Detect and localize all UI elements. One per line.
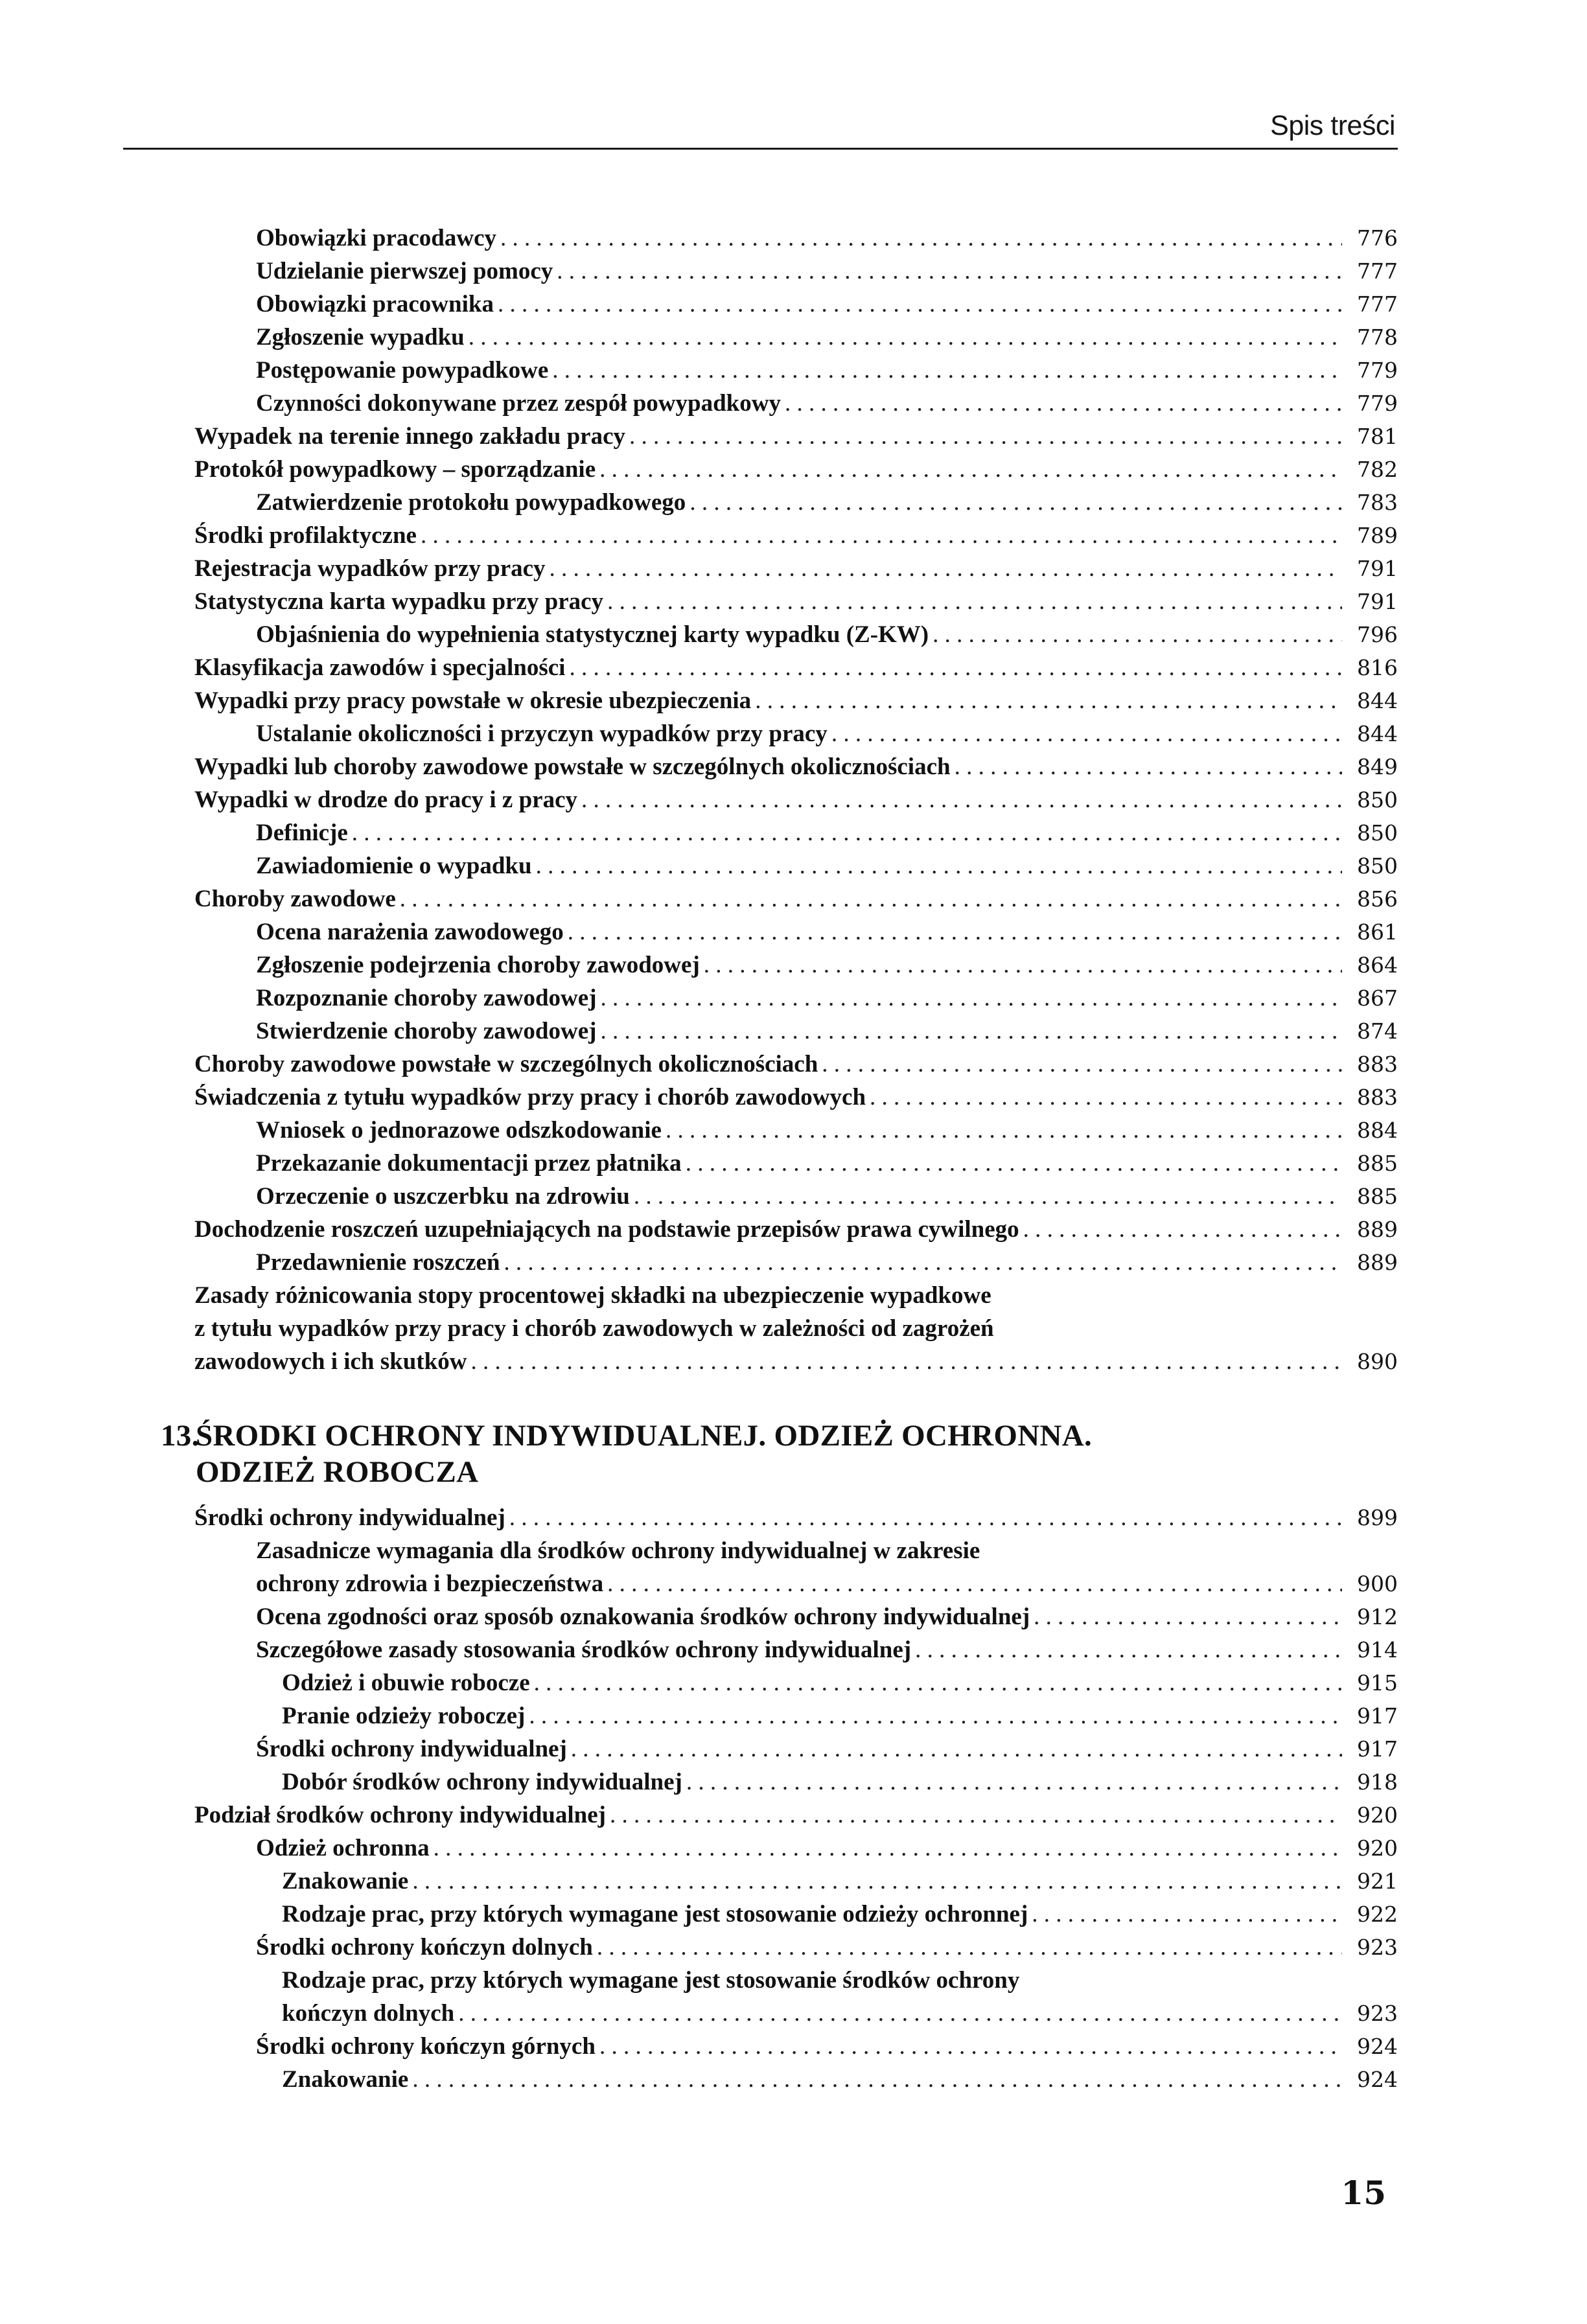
toc-entry-page: 922 <box>1357 1902 1398 1927</box>
toc-entry-label: Dobór środków ochrony indywidualnej <box>282 1769 682 1795</box>
toc-entry-label: Pranie odzieży roboczej <box>282 1703 526 1729</box>
toc-entry-page: 899 <box>1357 1505 1398 1530</box>
dot-leader <box>1023 1213 1342 1246</box>
toc-entry-page: 844 <box>1357 721 1398 746</box>
toc-entry-label: Ocena narażenia zawodowego <box>256 919 564 945</box>
chapter-heading-line1 <box>161 1418 1092 1454</box>
toc-entry-page: 856 <box>1357 886 1398 912</box>
toc-entry-page: 791 <box>1357 589 1398 614</box>
toc-entry <box>0 354 1587 387</box>
toc-entry <box>0 982 1587 1015</box>
toc-entry-label: Postępowanie powypadkowe <box>256 357 549 384</box>
toc-entry-page: 890 <box>1357 1349 1398 1374</box>
toc-entry-page: 923 <box>1357 2001 1398 2026</box>
toc-entry <box>0 1180 1587 1213</box>
toc-entry <box>0 222 1587 255</box>
toc-entry-page: 779 <box>1357 391 1398 416</box>
toc-entry-label: Wypadki lub choroby zawodowe powstałe w szczególnych okolicznościach <box>194 754 951 780</box>
dot-leader <box>498 288 1342 321</box>
dot-leader <box>686 1147 1342 1180</box>
toc-entry-label: Wypadki przy pracy powstałe w okresie ubezpieczenia <box>194 687 752 714</box>
toc-entry-page: 923 <box>1357 1935 1398 1960</box>
toc-entry-label: Znakowanie <box>282 2066 409 2093</box>
dot-leader <box>607 585 1342 618</box>
toc-entry-page: 917 <box>1357 1736 1398 1762</box>
toc-entry-label: Rodzaje prac, przy których wymagane jest stosowanie środków ochrony <box>282 1967 1020 1994</box>
toc-entry-page: 864 <box>1357 952 1398 978</box>
toc-entry-page: 915 <box>1357 1670 1398 1696</box>
toc-entry-page: 883 <box>1357 1085 1398 1110</box>
toc-entry <box>0 618 1587 651</box>
toc-entry-label: Podział środków ochrony indywidualnej <box>194 1802 606 1828</box>
toc-entry-page: 849 <box>1357 754 1398 779</box>
dot-leader <box>599 2030 1342 2063</box>
chapter-title-line1: ŚRODKI OCHRONY INDYWIDUALNEJ. ODZIEŻ OCHRONNA. <box>196 1419 1093 1453</box>
dot-leader <box>352 816 1342 849</box>
toc-entry-page: 924 <box>1357 2067 1398 2092</box>
dot-leader <box>434 1832 1342 1865</box>
dot-leader <box>534 1666 1342 1699</box>
dot-leader <box>550 552 1342 585</box>
toc-entry <box>0 1345 1587 1378</box>
toc-entry-label: z tytułu wypadków przy pracy i chorób zawodowych w zależności od zagrożeń <box>194 1315 994 1342</box>
toc-entry <box>0 453 1587 486</box>
toc-entry-label: Zgłoszenie wypadku <box>256 324 465 351</box>
toc-entry-page: 779 <box>1357 358 1398 383</box>
dot-leader <box>552 354 1342 387</box>
toc-entry <box>0 1799 1587 1832</box>
toc-entry-label: Udzielanie pierwszej pomocy <box>256 258 553 284</box>
dot-leader <box>607 1567 1342 1600</box>
toc-entry-label: Ustalanie okoliczności i przyczyn wypadków przy pracy <box>256 720 828 747</box>
dot-leader <box>504 1246 1342 1279</box>
toc-entry <box>0 321 1587 354</box>
toc-entry <box>0 1501 1587 1534</box>
toc-entry <box>0 750 1587 783</box>
toc-entry-page: 885 <box>1357 1151 1398 1176</box>
toc-entry-page <box>1346 1964 1398 1997</box>
toc-entry-label: Rejestracja wypadków przy pracy <box>194 555 546 582</box>
toc-entry-label: Zawiadomienie o wypadku <box>256 853 532 879</box>
toc-entry <box>0 1015 1587 1048</box>
dot-leader <box>666 1114 1342 1147</box>
dot-leader <box>634 1180 1342 1213</box>
toc-entry <box>0 1699 1587 1732</box>
toc-entry-label: ochrony zdrowia i bezpieczeństwa <box>256 1570 604 1597</box>
toc-entry <box>0 915 1587 949</box>
dot-leader <box>568 915 1342 949</box>
toc-entry-page: 885 <box>1357 1184 1398 1209</box>
toc-entry <box>0 585 1587 618</box>
dot-leader <box>755 684 1342 717</box>
toc-entry-page: 850 <box>1357 787 1398 812</box>
toc-entry-page: 874 <box>1357 1018 1398 1044</box>
toc-entry-page <box>1346 1279 1398 1312</box>
dot-leader <box>686 1766 1342 1799</box>
toc-entry <box>0 849 1587 882</box>
dot-leader <box>469 321 1342 354</box>
toc-entry-label: Rodzaje prac, przy których wymagane jest stosowanie odzieży ochronnej <box>282 1901 1028 1927</box>
toc-entry-label: Definicje <box>256 820 348 846</box>
toc-entry <box>0 1997 1587 2030</box>
toc-entry <box>0 1898 1587 1931</box>
dot-leader <box>1034 1600 1342 1633</box>
toc-entry-label: Środki ochrony kończyn górnych <box>256 2033 596 2060</box>
dot-leader <box>629 420 1342 453</box>
dot-leader <box>597 1931 1342 1964</box>
toc-entry <box>0 882 1587 915</box>
toc-entry <box>0 519 1587 552</box>
toc-entry <box>0 1964 1587 1997</box>
toc-entry <box>0 1114 1587 1147</box>
dot-leader <box>421 519 1342 552</box>
toc-entry-label: Stwierdzenie choroby zawodowej <box>256 1018 597 1044</box>
toc-entry-page: 914 <box>1357 1637 1398 1662</box>
dot-leader <box>509 1501 1342 1534</box>
dot-leader <box>470 1345 1342 1378</box>
toc-entry-label: Statystyczna karta wypadku przy pracy <box>194 588 604 615</box>
dot-leader <box>785 387 1342 420</box>
toc-entry-page: 789 <box>1357 523 1398 548</box>
toc-entry-page: 844 <box>1357 688 1398 713</box>
toc-entry-page: 777 <box>1357 292 1398 317</box>
running-header-title: Spis treści <box>1270 110 1395 141</box>
toc-entry-label: Rozpoznanie choroby zawodowej <box>256 985 597 1011</box>
page-number: 15 <box>1341 2174 1386 2212</box>
toc-entry <box>0 651 1587 684</box>
toc-entry-label: Obowiązki pracodawcy <box>256 225 497 251</box>
toc-entry-label: Środki ochrony indywidualnej <box>256 1736 567 1762</box>
toc-entry-page: 884 <box>1357 1118 1398 1143</box>
toc-entry-label: Objaśnienia do wypełnienia statystycznej karty wypadku (Z-KW) <box>256 621 929 648</box>
toc-entry <box>0 486 1587 519</box>
toc-entry-page: 918 <box>1357 1769 1398 1795</box>
toc-entry-page: 778 <box>1357 325 1398 350</box>
toc-entry-page: 917 <box>1357 1703 1398 1729</box>
dot-leader <box>569 651 1342 684</box>
toc-entry-label: Odzież ochronna <box>256 1835 430 1861</box>
toc-entry-label: Zasadnicze wymagania dla środków ochrony indywidualnej w zakresie <box>256 1537 980 1564</box>
toc-entry <box>0 949 1587 982</box>
toc-entry-label: Środki ochrony indywidualnej <box>194 1504 505 1531</box>
toc-entry-label: Wypadek na terenie innego zakładu pracy <box>194 423 626 450</box>
toc-entry-page: 776 <box>1357 225 1398 251</box>
dot-leader <box>536 849 1342 882</box>
toc-entry <box>0 816 1587 849</box>
toc-entry <box>0 1865 1587 1898</box>
toc-entry <box>0 1931 1587 1964</box>
toc-entry-page: 850 <box>1357 820 1398 846</box>
header-rule-divider <box>123 148 1398 150</box>
toc-entry <box>0 1600 1587 1633</box>
toc-entry-label: Środki ochrony kończyn dolnych <box>256 1934 593 1961</box>
dot-leader <box>831 717 1342 750</box>
dot-leader <box>571 1732 1342 1766</box>
toc-entry <box>0 1534 1587 1567</box>
toc-entry <box>0 684 1587 717</box>
toc-entry <box>0 288 1587 321</box>
chapter-heading-line2 <box>161 1454 1092 1490</box>
dot-leader <box>599 453 1342 486</box>
toc-entry <box>0 2030 1587 2063</box>
toc-entry <box>0 1048 1587 1081</box>
dot-leader <box>529 1699 1342 1732</box>
toc-entry-label: kończyn dolnych <box>282 2000 455 2027</box>
toc-entry-page: 861 <box>1357 919 1398 945</box>
toc-entry-page: 867 <box>1357 985 1398 1011</box>
toc-entry-label: Środki profilaktyczne <box>194 522 417 549</box>
dot-leader <box>915 1633 1342 1666</box>
dot-leader <box>600 1015 1342 1048</box>
toc-entry-page: 920 <box>1357 1835 1398 1861</box>
toc-entry-label: Klasyfikacja zawodów i specjalności <box>194 654 566 681</box>
toc-entry-label: Przekazanie dokumentacji przez płatnika <box>256 1150 682 1177</box>
toc-entry <box>0 1666 1587 1699</box>
toc-entry <box>0 387 1587 420</box>
toc-entry-page: 920 <box>1357 1802 1398 1828</box>
toc-entry-page: 782 <box>1357 457 1398 482</box>
toc-entry <box>0 1213 1587 1246</box>
toc-entry <box>0 1732 1587 1766</box>
toc-entry <box>0 1312 1587 1345</box>
toc-entry-page: 921 <box>1357 1869 1398 1894</box>
dot-leader <box>601 982 1342 1015</box>
dot-leader <box>610 1799 1342 1832</box>
toc-entry-label: Wniosek o jednorazowe odszkodowanie <box>256 1117 662 1144</box>
toc-entry-label: Choroby zawodowe powstałe w szczególnych okolicznościach <box>194 1051 818 1077</box>
chapter-title-line2: ODZIEŻ ROBOCZA <box>196 1455 479 1489</box>
toc-entry-page <box>1346 1534 1398 1567</box>
toc-entry-label: Zatwierdzenie protokołu powypadkowego <box>256 489 686 516</box>
toc-entry <box>0 1246 1587 1279</box>
toc-entry-label: Zasady różnicowania stopy procentowej składki na ubezpieczenie wypadkowe <box>194 1282 991 1309</box>
dot-leader <box>689 486 1342 519</box>
toc-entry-page: 777 <box>1357 259 1398 284</box>
dot-leader <box>557 255 1342 288</box>
toc-entry-label: Wypadki w drodze do pracy i z pracy <box>194 787 577 813</box>
toc-entry <box>0 783 1587 816</box>
dot-leader <box>870 1081 1342 1114</box>
toc-entry <box>0 1081 1587 1114</box>
dot-leader <box>1032 1898 1342 1931</box>
toc-entry-label: Obowiązki pracownika <box>256 291 494 317</box>
toc-entry-label: zawodowych i ich skutków <box>194 1348 467 1375</box>
toc-entry-page: 889 <box>1357 1250 1398 1275</box>
toc-entry-page: 791 <box>1357 556 1398 581</box>
toc-entry-label: Przedawnienie roszczeń <box>256 1249 500 1276</box>
dot-leader <box>933 618 1342 651</box>
toc-entry-label: Znakowanie <box>282 1868 409 1894</box>
dot-leader <box>412 2063 1342 2096</box>
toc-entry-label: Choroby zawodowe <box>194 886 396 912</box>
toc-entry <box>0 255 1587 288</box>
toc-entry-page: 889 <box>1357 1217 1398 1242</box>
dot-leader <box>581 783 1342 816</box>
toc-entry-page: 781 <box>1357 424 1398 449</box>
toc-entry-label: Ocena zgodności oraz sposób oznakowania środków ochrony indywidualnej <box>256 1604 1030 1630</box>
toc-entry-page: 850 <box>1357 853 1398 879</box>
toc-entry <box>0 1766 1587 1799</box>
toc-entry-label: Zgłoszenie podejrzenia choroby zawodowej <box>256 952 700 978</box>
dot-leader <box>458 1997 1342 2030</box>
toc-entry <box>0 552 1587 585</box>
toc-entry-label: Orzeczenie o uszczerbku na zdrowiu <box>256 1183 630 1210</box>
toc-entry-page: 883 <box>1357 1052 1398 1077</box>
toc-entry-page: 912 <box>1357 1604 1398 1629</box>
toc-entry-label: Dochodzenie roszczeń uzupełniających na podstawie przepisów prawa cywilnego <box>194 1216 1019 1243</box>
toc-entry-page: 924 <box>1357 2034 1398 2059</box>
toc-entry-label: Szczegółowe zasady stosowania środków ochrony indywidualnej <box>256 1637 912 1663</box>
toc-entry-page: 816 <box>1357 655 1398 680</box>
toc-entry <box>0 1832 1587 1865</box>
toc-entry-label: Czynności dokonywane przez zespół powypadkowy <box>256 390 781 417</box>
toc-entry <box>0 1279 1587 1312</box>
toc-entry <box>0 420 1587 453</box>
toc-entry <box>0 1567 1587 1600</box>
toc-entry-label: Świadczenia z tytułu wypadków przy pracy i chorób zawodowych <box>194 1084 866 1110</box>
dot-leader <box>412 1865 1342 1898</box>
toc-entry-label: Odzież i obuwie robocze <box>282 1670 530 1696</box>
toc-entry-label: Protokół powypadkowy – sporządzanie <box>194 456 596 483</box>
toc-entry <box>0 1633 1587 1666</box>
dot-leader <box>500 222 1342 255</box>
dot-leader <box>400 882 1342 915</box>
toc-entry-page: 783 <box>1357 490 1398 515</box>
toc-entry-page: 900 <box>1357 1571 1398 1596</box>
toc-entry-page: 796 <box>1357 622 1398 647</box>
dot-leader <box>822 1048 1342 1081</box>
toc-entry <box>0 717 1587 750</box>
toc-entry <box>0 1147 1587 1180</box>
toc-entry-page <box>1346 1312 1398 1345</box>
dot-leader <box>704 949 1342 982</box>
chapter-heading <box>161 1418 1092 1490</box>
dot-leader <box>955 750 1342 783</box>
chapter-number: 13. <box>161 1419 200 1453</box>
toc-entry <box>0 2063 1587 2096</box>
